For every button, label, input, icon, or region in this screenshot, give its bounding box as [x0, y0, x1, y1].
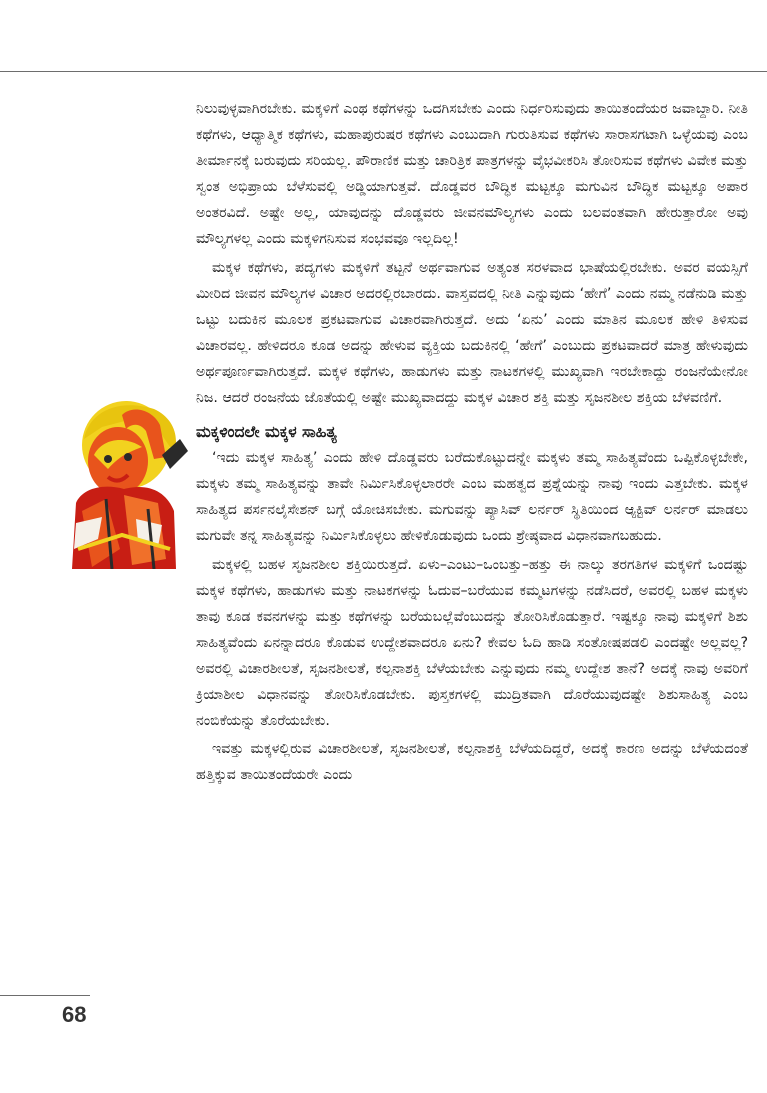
- footer-rule: [0, 995, 90, 996]
- page-number: 68: [62, 1002, 87, 1027]
- paragraph-4: ಮಕ್ಕಳಲ್ಲಿ ಬಹಳ ಸೃಜನಶೀಲ ಶಕ್ತಿಯಿರುತ್ತದೆ. ಏಳು–ಎಂಟು–ಒಂಬತ್ತು–ಹತ್ತು ಈ ನಾಲ್ಕು ತರಗತಿಗಳ ಮಕ್ಕಳಿಗೆ ಒಂದಷ್ಟು ಮಕ್ಕಳ ಕಥೆಗಳು, ಹಾಡುಗಳು ಮತ್ತು ನಾಟಕಗಳನ್ನು ಓದುವ–ಬರೆಯುವ ಕಮ್ಮಟಗಳನ್ನು ನಡೆಸಿದರೆ, ಅವರಲ್ಲಿ ಬಹಳ ಮಕ್ಕಳು ತಾವು ಕೂಡ ಕವನಗಳನ್ನು ಮತ್ತು ಕಥೆಗಳನ್ನು ಬರೆಯಬಲ್ಲೆವೆಂಬುದನ್ನು ತೋರಿಸಿಕೊಡುತ್ತಾರೆ. ಇಷ್ಟಕ್ಕೂ ನಾವು ಮಕ್ಕಳಿಗೆ ಶಿಶು ಸಾಹಿತ್ಯವೆಂದು ಏನನ್ನಾದರೂ ಕೊಡುವ ಉದ್ದೇಶವಾದರೂ ಏನು? ಕೇವಲ ಓದಿ ಹಾಡಿ ಸಂತೋಷಪಡಲಿ ಎಂದಷ್ಟೇ ಅಲ್ಲವಲ್ಲ? ಅವರಲ್ಲಿ ವಿಚಾರಶೀಲತೆ, ಸೃಜನಶೀಲತೆ, ಕಲ್ಪನಾಶಕ್ತಿ ಬೆಳೆಯಬೇಕು ಎನ್ನುವುದು ನಮ್ಮ ಉದ್ದೇಶ ತಾನೆ? ಅದಕ್ಕೆ ನಾವು ಅವರಿಗೆ ಕ್ರಿಯಾಶೀಲ ವಿಧಾನವನ್ನು ತೋರಿಸಿಕೊಡಬೇಕು. ಪುಸ್ತಕಗಳಲ್ಲಿ ಮುದ್ರಿತವಾಗಿ ದೊರೆಯುವುದಷ್ಟೇ ಶಿಶುಸಾಹಿತ್ಯ ಎಂಬ ನಂಬಿಕೆಯನ್ನು ತೊರೆಯಬೇಕು.: [196, 556, 748, 730]
- paragraph-2: ಮಕ್ಕಳ ಕಥೆಗಳು, ಪದ್ಯಗಳು ಮಕ್ಕಳಿಗೆ ತಟ್ಟನೆ ಅರ್ಥವಾಗುವ ಅತ್ಯಂತ ಸರಳವಾದ ಭಾಷೆಯಲ್ಲಿರಬೇಕು. ಅವರ ವಯಸ್ಸಿಗೆ ಮೀರಿದ ಜೀವನ ಮೌಲ್ಯಗಳ ವಿಚಾರ ಅದರಲ್ಲಿರಬಾರದು. ವಾಸ್ತವದಲ್ಲಿ ನೀತಿ ಎನ್ನುವುದು ‘ಹೇಗೆ’ ಎಂದು ನಮ್ಮ ನಡೆನುಡಿ ಮತ್ತು ಒಟ್ಟು ಬದುಕಿನ ಮೂಲಕ ಪ್ರಕಟವಾಗುವ ವಿಚಾರವಾಗಿರುತ್ತದೆ. ಅದು ‘ಏನು’ ಎಂದು ಮಾತಿನ ಮೂಲಕ ಹೇಳಿ ತಿಳಿಸುವ ವಿಚಾರವಲ್ಲ. ಹೇಳಿದರೂ ಕೂಡ ಅದನ್ನು ಹೇಳುವ ವ್ಯಕ್ತಿಯ ಬದುಕಿನಲ್ಲಿ ‘ಹೇಗೆ’ ಎಂಬುದು ಪ್ರಕಟವಾದರೆ ಮಾತ್ರ ಹೇಳುವುದು ಅರ್ಥಪೂರ್ಣವಾಗಿರುತ್ತದೆ. ಮಕ್ಕಳ ಕಥೆಗಳು, ಹಾಡುಗಳು ಮತ್ತು ನಾಟಕಗಳಲ್ಲಿ ಮುಖ್ಯವಾಗಿ ಇರಬೇಕಾದ್ದು ರಂಜನೆಯೇನೋ ನಿಜ. ಆದರೆ ರಂಜನೆಯ ಜೊತೆಯಲ್ಲಿ ಅಷ್ಟೇ ಮುಖ್ಯವಾದದ್ದು ಮಕ್ಕಳ ವಿಚಾರ ಶಕ್ತಿ ಮತ್ತು ಸೃಜನಶೀಲ ಶಕ್ತಿಯ ಬೆಳವಣಿಗೆ.: [196, 259, 748, 407]
- paragraph-5: ಇವತ್ತು ಮಕ್ಕಳಲ್ಲಿರುವ ವಿಚಾರಶೀಲತೆ, ಸೃಜನಶೀಲತೆ, ಕಲ್ಪನಾಶಕ್ತಿ ಬೆಳೆಯದಿದ್ದರೆ, ಅದಕ್ಕೆ ಕಾರಣ ಅದನ್ನು ಬೆಳೆಯದಂತೆ ಹತ್ತಿಕ್ಕುವ ತಾಯಿತಂದೆಯರೇ ಎಂದು: [196, 741, 748, 784]
- section-heading: ಮಕ್ಕಳಿಂದಲೇ ಮಕ್ಕಳ ಸಾಹಿತ್ಯ: [196, 423, 337, 442]
- header-rule: [0, 71, 767, 72]
- article-body: [196, 96, 748, 788]
- paragraph-1: ನಿಲುವುಳ್ಳವಾಗಿರಬೇಕು. ಮಕ್ಕಳಿಗೆ ಎಂಥ ಕಥೆಗಳನ್ನು ಒದಗಿಸಬೇಕು ಎಂದು ನಿರ್ಧರಿಸುವುದು ತಾಯಿತಂದೆಯರ ಜವಾಬ್ದಾರಿ. ನೀತಿ ಕಥೆಗಳು, ಆಧ್ಯಾತ್ಮಿಕ ಕಥೆಗಳು, ಮಹಾಪುರುಷರ ಕಥೆಗಳು ಎಂಬುದಾಗಿ ಗುರುತಿಸುವ ಕಥೆಗಳು ಸಾರಾಸಗಟಾಗಿ ಒಳ್ಳೆಯವು ಎಂಬ ತೀರ್ಮಾನಕ್ಕೆ ಬರುವುದು ಸರಿಯಲ್ಲ. ಪೌರಾಣಿಕ ಮತ್ತು ಚಾರಿತ್ರಿಕ ಪಾತ್ರಗಳನ್ನು ವೈಭವೀಕರಿಸಿ ತೋರಿಸುವ ಕಥೆಗಳು ವಿವೇಕ ಮತ್ತು ಸ್ವಂತ ಅಭಿಪ್ರಾಯ ಬೆಳೆಸುವಲ್ಲಿ ಅಡ್ಡಿಯಾಗುತ್ತವೆ. ದೊಡ್ಡವರ ಬೌದ್ಧಿಕ ಮಟ್ಟಕ್ಕೂ ಮಗುವಿನ ಬೌದ್ಧಿಕ ಮಟ್ಟಕ್ಕೂ ಅಪಾರ ಅಂತರವಿದೆ. ಅಷ್ಟೇ ಅಲ್ಲ, ಯಾವುದನ್ನು ದೊಡ್ಡವರು ಜೀವನಮೌಲ್ಯಗಳು ಎಂದು ಬಲವಂತವಾಗಿ ಹೇರುತ್ತಾರೋ ಅವು ಮೌಲ್ಯಗಳಲ್ಲ ಎಂದು ಮಕ್ಕಳಿಗನಿಸುವ ಸಂಭವವೂ ಇಲ್ಲದಿಲ್ಲ!: [196, 101, 748, 248]
- child-painting-icon: [62, 399, 190, 569]
- paragraph-3: ‘ಇದು ಮಕ್ಕಳ ಸಾಹಿತ್ಯ’ ಎಂದು ಹೇಳಿ ದೊಡ್ಡವರು ಬರೆದುಕೊಟ್ಟುದನ್ನೇ ಮಕ್ಕಳು ತಮ್ಮ ಸಾಹಿತ್ಯವೆಂದು ಒಪ್ಪಿಕೊಳ್ಳಬೇಕೇ, ಮಕ್ಕಳು ತಮ್ಮ ಸಾಹಿತ್ಯವನ್ನು ತಾವೇ ನಿರ್ಮಿಸಿಕೊಳ್ಳಲಾರರೇ ಎಂಬ ಮಹತ್ವದ ಪ್ರಶ್ನೆಯನ್ನು ನಾವು ಇಂದು ಎತ್ತಬೇಕು. ಮಕ್ಕಳ ಸಾಹಿತ್ಯದ ಪರ್ಸನಲೈಸೇಶನ್ ಬಗ್ಗೆ ಯೋಚಿಸಬೇಕು. ಮಗುವನ್ನು ಪ್ಯಾಸಿವ್ ಲರ್ನರ್ ಸ್ಥಿತಿಯಿಂದ ಆ್ಯಕ್ಟಿವ್ ಲರ್ನರ್ ಮಾಡಲು ಮಗುವೇ ತನ್ನ ಸಾಹಿತ್ಯವನ್ನು ನಿರ್ಮಿಸಿಕೊಳ್ಳಲು ಹೇಳಿಕೊಡುವುದು ಒಂದು ಶ್ರೇಷ್ಠವಾದ ವಿಧಾನವಾಗಬಹುದು.: [196, 450, 748, 545]
